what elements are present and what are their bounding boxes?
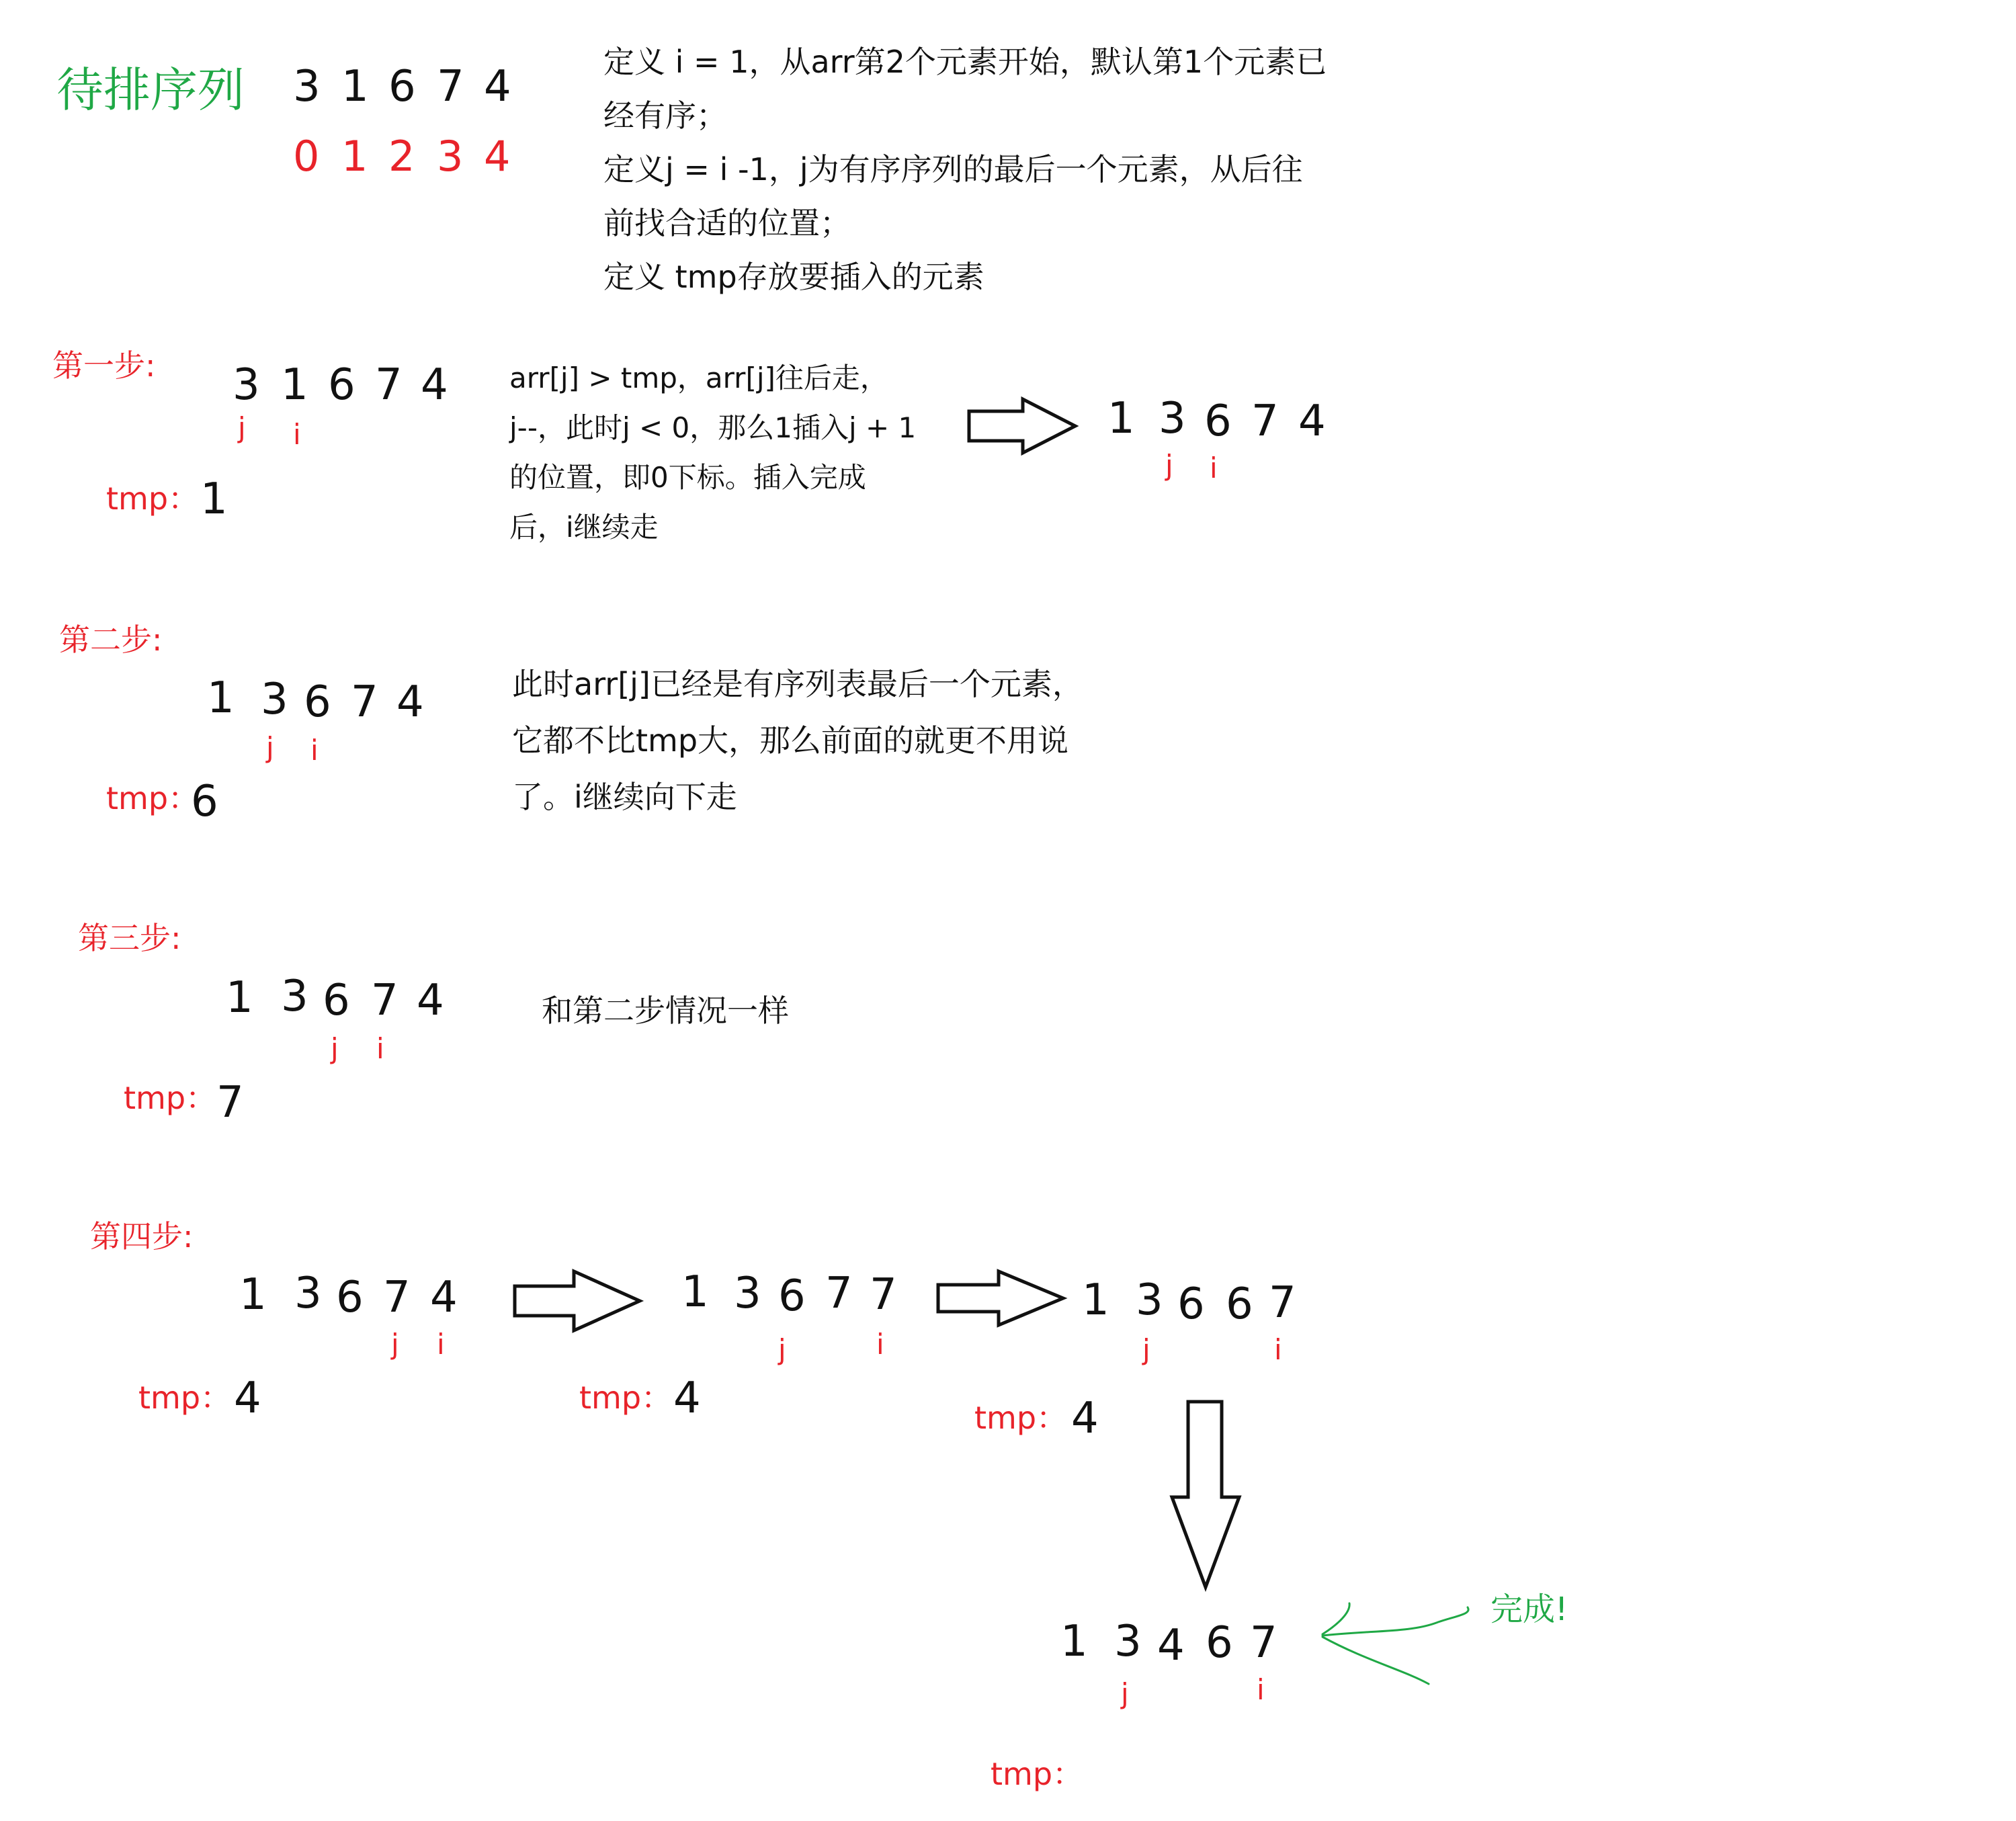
step2-desc-line-3: 了。i继续向下走 [512,779,737,815]
step4a-tmp-label: tmp： [138,1380,232,1416]
step3-seq-3: 7 [371,976,398,1025]
step1-right-arrow [969,399,1075,453]
step4c-seq-2: 6 [1177,1279,1205,1329]
step3-pointer-i: i [376,1032,384,1065]
step4-title: 第四步: [90,1218,194,1255]
step1-pointer-i: i [293,418,301,451]
step2-tmp-label: tmp： [106,780,200,816]
step4b-seq-3: 7 [825,1269,853,1318]
step1-desc-line-2: j--，此时j < 0，那么1插入j + 1 [509,411,917,444]
step4a-seq-4: 4 [430,1273,458,1322]
definition-line-1: 定义 i = 1，从arr第2个元素开始，默认第1个元素已 [603,44,1327,80]
step1-desc-line-3: 的位置，即0下标。插入完成 [509,461,866,494]
final-seq-1: 3 [1114,1617,1142,1666]
step1-title: 第一步: [52,347,156,384]
step2-pointer-j: j [266,731,274,764]
header-index-4: 4 [484,132,511,181]
header-seq-3: 7 [437,62,464,112]
header-seq-0: 3 [293,62,321,112]
definition-line-4: 前找合适的位置； [603,205,851,241]
step4a-seq-2: 6 [336,1273,364,1322]
step4b-seq-1: 3 [734,1269,761,1318]
step1-seq-4: 4 [421,360,448,410]
step3-title: 第三步: [78,920,181,956]
step2-seq-1: 3 [261,675,288,724]
step1-result-4: 4 [1298,396,1326,446]
step3-seq-4: 4 [417,976,444,1025]
page-title: 待排序列 [56,62,245,118]
step2-seq-0: 1 [207,673,235,723]
step4b-seq-4: 7 [870,1270,897,1320]
step2-title: 第二步: [59,622,163,658]
step2-seq-4: 4 [396,677,424,727]
step1-tmp-label: tmp： [106,480,200,517]
step2-tmp-value: 6 [191,777,218,827]
definition-line-5: 定义 tmp存放要插入的元素 [603,259,984,295]
header-index-1: 1 [341,132,368,181]
header-index-2: 2 [388,132,415,181]
step4b-tmp-label: tmp： [579,1380,673,1416]
step1-seq-1: 1 [281,360,308,410]
step2-pointer-i: i [310,734,319,767]
step4b-seq-2: 6 [778,1271,806,1321]
final-seq-4: 7 [1250,1618,1277,1668]
step4c-seq-1: 3 [1136,1275,1163,1325]
final-seq-0: 1 [1060,1617,1088,1666]
step4b-tmp-value: 4 [673,1373,701,1423]
step3-tmp-label: tmp： [124,1080,217,1116]
step1-pointer-j: j [238,411,246,444]
step4c-seq-0: 1 [1082,1275,1109,1325]
definition-line-3: 定义j = i -1，j为有序序列的最后一个元素，从后往 [603,151,1303,187]
step4-right-arrow-2 [938,1271,1063,1325]
final-tmp-label: tmp： [991,1756,1084,1792]
step3-seq-0: 1 [226,973,253,1023]
step3-description: 和第二步情况一样 [542,992,789,1029]
step4b-pointer-j: j [778,1333,786,1366]
final-pointer-j: j [1121,1677,1129,1710]
done-pointer-strokes [1322,1603,1468,1684]
step1-result-pointer-j: j [1165,449,1173,482]
step1-result-2: 6 [1204,396,1232,446]
step3-seq-2: 6 [323,976,350,1025]
step4a-seq-3: 7 [383,1273,411,1322]
header-seq-1: 1 [341,62,369,112]
step1-tmp-value: 1 [200,474,228,524]
step1-result-0: 1 [1107,394,1135,443]
step4c-pointer-i: i [1274,1333,1282,1366]
step4-right-arrow-1 [515,1271,640,1330]
step2-seq-3: 7 [351,677,378,727]
done-label: 完成! [1490,1591,1568,1628]
step4a-seq-1: 3 [294,1269,322,1318]
header-index-3: 3 [437,132,464,181]
step2-desc-line-2: 它都不比tmp大，那么前面的就更不用说 [512,722,1069,759]
step2-desc-line-1: 此时arr[j]已经是有序列表最后一个元素， [512,666,1083,702]
step1-seq-3: 7 [375,360,403,410]
header-seq-4: 4 [484,62,511,112]
step1-result-1: 3 [1159,394,1186,443]
step4a-pointer-i: i [437,1328,445,1361]
step4c-pointer-j: j [1142,1333,1150,1366]
step1-result-3: 7 [1251,396,1279,446]
definition-line-2: 经有序； [603,97,727,134]
step4c-seq-3: 6 [1226,1279,1253,1329]
step4c-tmp-label: tmp： [974,1400,1068,1436]
step4c-seq-4: 7 [1269,1278,1296,1328]
final-pointer-i: i [1257,1673,1265,1706]
step1-seq-2: 6 [328,360,355,410]
step1-result-pointer-i: i [1210,452,1218,484]
step2-seq-2: 6 [304,677,331,727]
step1-seq-0: 3 [233,360,260,410]
step3-pointer-j: j [331,1032,339,1065]
final-seq-2: 4 [1157,1621,1185,1670]
step1-desc-line-4: 后，i继续走 [509,511,659,544]
step4a-seq-0: 1 [239,1270,267,1320]
step3-tmp-value: 7 [216,1078,244,1128]
header-index-0: 0 [293,132,320,181]
step4c-tmp-value: 4 [1071,1394,1099,1443]
step4-down-arrow [1172,1402,1239,1587]
step4a-pointer-j: j [391,1328,399,1361]
final-seq-3: 6 [1206,1618,1233,1668]
header-seq-2: 6 [388,62,416,112]
step3-seq-1: 3 [281,972,308,1021]
step1-desc-line-1: arr[j] > tmp，arr[j]往后走， [509,362,888,394]
step4a-tmp-value: 4 [234,1373,261,1423]
step4b-pointer-i: i [876,1328,884,1361]
step4b-seq-0: 1 [681,1267,709,1317]
